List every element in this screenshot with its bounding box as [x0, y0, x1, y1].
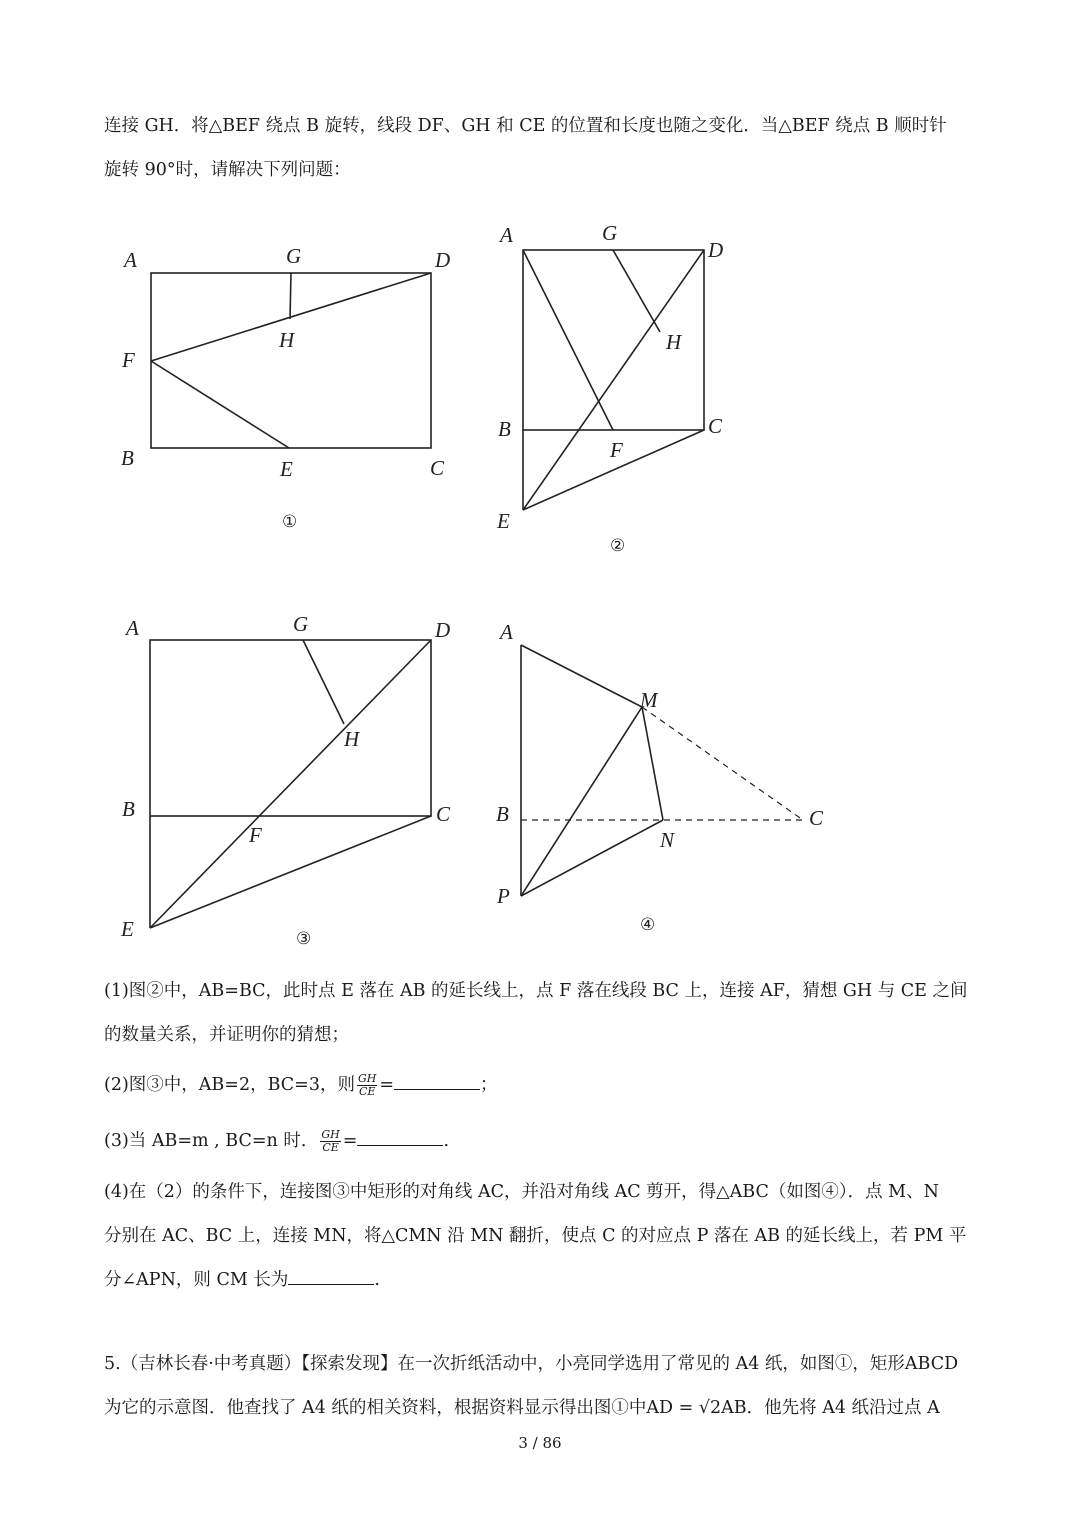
fig4-label-m: M: [640, 688, 658, 712]
fig4-segment-pn: [521, 820, 663, 896]
fig1-label-a: A: [124, 248, 137, 272]
fig3-label-a: A: [126, 616, 139, 640]
intro-line-1: 连接 GH．将△BEF 绕点 B 旋转，线段 DF、GH 和 CE 的位置和长度也随之变化．当△BEF 绕点 B 顺时针: [104, 116, 947, 136]
fig3-caption: ③: [296, 929, 312, 948]
fig3-label-g: G: [293, 612, 309, 636]
intro-paragraph: [104, 104, 984, 192]
fig4-segment-am: [521, 645, 642, 707]
fig2-segment-gh: [613, 250, 660, 332]
fig4-caption: ④: [640, 915, 656, 934]
fig3-segment-gh: [303, 640, 344, 724]
fig4-label-p: P: [497, 884, 510, 908]
fig2-caption: ②: [610, 536, 626, 555]
fig2-label-g: G: [602, 221, 618, 245]
fig4-label-n: N: [660, 828, 675, 852]
fig2-label-f: F: [610, 438, 623, 462]
figure-2: [490, 215, 750, 565]
problem5-line-1: 5.（吉林长春·中考真题）【探索发现】在一次折纸活动中，小亮同学选用了常见的 A4 纸，如图①，矩形ABCD: [104, 1354, 959, 1374]
question-2: [104, 1063, 984, 1107]
fig1-label-f: F: [122, 348, 135, 372]
fig3-label-f: F: [249, 823, 262, 847]
fig3-label-c: C: [436, 802, 451, 826]
q2-fraction: $\frac{GH}{CE}$: [357, 1072, 377, 1098]
fig3-segment-ed: [150, 640, 431, 928]
figure-3: [110, 605, 480, 955]
q3-fraction: $\frac{GH}{CE}$: [321, 1128, 340, 1154]
fig4-segment-pm: [521, 707, 642, 896]
fig2-label-e: E: [497, 509, 510, 533]
q4-line-3: [104, 1258, 984, 1302]
q2-prefix: (2)图③中，AB=2，BC=3，则: [104, 1075, 355, 1095]
question-4: [104, 1170, 984, 1302]
q3-suffix: .: [443, 1131, 450, 1151]
fig1-label-e: E: [280, 457, 293, 481]
fig2-label-a: A: [500, 223, 513, 247]
fig2-label-c: C: [708, 414, 723, 438]
fig4-label-c: C: [809, 806, 824, 830]
question-3: [104, 1119, 984, 1163]
fig2-segment-af: [523, 250, 613, 430]
q2-suffix: ；: [480, 1075, 498, 1095]
fig1-label-h: H: [279, 328, 295, 352]
q3-prefix: (3)当 AB=m , BC=n 时．: [104, 1131, 319, 1151]
page-number: 3 / 86: [518, 1434, 562, 1452]
fig3-label-h: H: [344, 727, 360, 751]
q4-line-3-suffix: .: [374, 1270, 380, 1290]
fig1-segment-fe: [151, 361, 289, 448]
fig2-label-b: B: [498, 417, 511, 441]
problem5-line-2: 为它的示意图．他查找了 A4 纸的相关资料，根据资料显示得出图①中AD = √2AB．他先将 A4 纸沿过点 A: [104, 1398, 940, 1418]
fig2-label-h: H: [666, 330, 682, 354]
fig2-segment-ed: [523, 250, 704, 510]
q3-answer-blank[interactable]: [357, 1127, 443, 1146]
fig3-label-e: E: [121, 917, 134, 941]
fig4-segment-mc-dashed: [642, 707, 803, 820]
q4-line-1: (4)在（2）的条件下，连接图③中矩形的对角线 AC，并沿对角线 AC 剪开，得△ABC（如图④）．点 M、N: [104, 1182, 939, 1202]
fig4-label-a: A: [500, 620, 513, 644]
fig1-label-b: B: [121, 446, 134, 470]
question-1: [104, 969, 984, 1057]
q4-answer-blank[interactable]: [288, 1266, 374, 1285]
q1-line-2: 的数量关系，并证明你的猜想；: [104, 1025, 349, 1045]
fig3-label-d: D: [435, 618, 451, 642]
fig1-label-d: D: [435, 248, 451, 272]
figure-1: [110, 235, 480, 545]
fig2-label-d: D: [708, 238, 724, 262]
figure-4: [490, 615, 850, 945]
q2-equals: =: [379, 1075, 395, 1095]
fig1-segment-gh: [290, 273, 291, 319]
fig3-label-b: B: [122, 797, 135, 821]
fig1-label-c: C: [430, 456, 445, 480]
q2-answer-blank[interactable]: [394, 1071, 480, 1090]
fig4-segment-mn: [642, 707, 663, 820]
problem-5: [104, 1342, 984, 1430]
q1-line-1: (1)图②中，AB=BC，此时点 E 落在 AB 的延长线上，点 F 落在线段 BC 上，连接 AF，猜想 GH 与 CE 之间: [104, 981, 968, 1001]
q3-equals: =: [342, 1131, 358, 1151]
fig3-segment-ec: [150, 816, 431, 928]
intro-line-2: 旋转 90°时，请解决下列问题：: [104, 160, 351, 180]
fig1-caption: ①: [282, 512, 298, 531]
fig4-label-b: B: [496, 802, 509, 826]
q4-line-2: 分别在 AC、BC 上，连接 MN，将△CMN 沿 MN 翻折，使点 C 的对应点 P 落在 AB 的延长线上，若 PM 平: [104, 1226, 967, 1246]
fig3-rectangle: [150, 640, 431, 816]
q4-line-3-prefix: 分∠APN，则 CM 长为: [104, 1270, 289, 1290]
fig1-label-g: G: [286, 244, 302, 268]
